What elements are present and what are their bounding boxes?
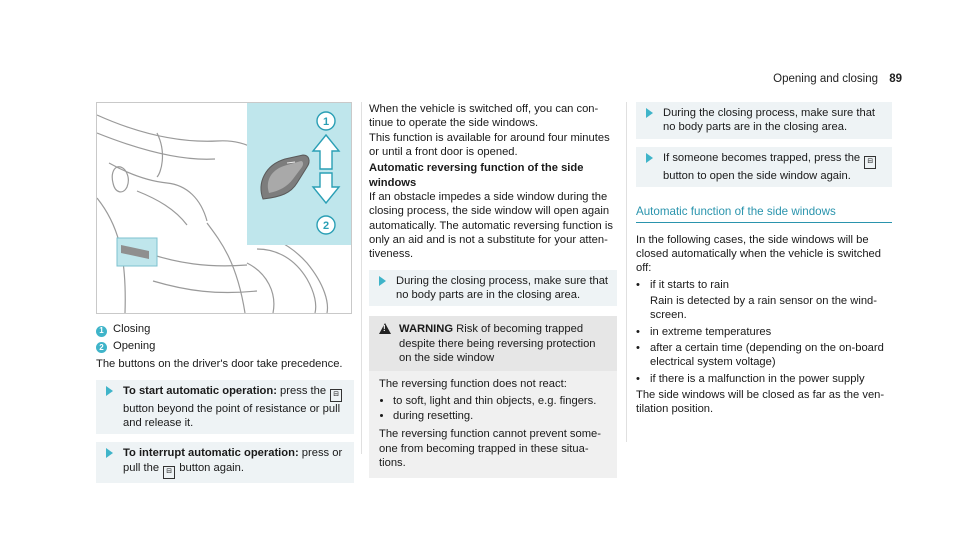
intro-text: When the vehicle is switched off, you can continue to operate the side windows. bbox=[369, 103, 599, 130]
step-trapped bbox=[636, 147, 892, 187]
window-switch-icon: ⊟ bbox=[330, 389, 342, 402]
closing-text: The side windows will be closed as far as the ventilation position. bbox=[636, 389, 885, 416]
reversing-title: Automatic reversing function of the side windows bbox=[369, 162, 584, 189]
legend-item-opening bbox=[96, 339, 354, 354]
column-2 bbox=[369, 102, 617, 478]
warning-line: The reversing function does not react: bbox=[379, 378, 567, 391]
list-item: • if there is a malfunction in the power supply bbox=[636, 372, 865, 385]
legend-number: 2 bbox=[96, 342, 107, 353]
precedence-note: The buttons on the driver's door take precedence. bbox=[96, 358, 343, 371]
list-item: • if it starts to rain bbox=[636, 278, 729, 291]
step-interrupt-automatic bbox=[96, 442, 354, 482]
legend-number: 1 bbox=[96, 326, 107, 337]
step-text: To start automatic operation: press the ⊟ button beyond the point of resistance or pull and release it. bbox=[123, 384, 348, 431]
legend-label: Opening bbox=[113, 339, 156, 352]
legend-item-closing bbox=[96, 322, 354, 337]
callout-1: 1 bbox=[322, 116, 330, 128]
list-item: • to soft, light and thin objects, e.g. fingers. bbox=[393, 394, 607, 408]
warning-body bbox=[369, 371, 617, 478]
auto-intro: In the following cases, the side windows will be closed automatically when the vehicle is switched off: bbox=[636, 233, 882, 275]
step-text: During the closing process, make sure that no body parts are in the closing area. bbox=[663, 107, 876, 134]
step-arrow-icon bbox=[379, 276, 386, 286]
step-arrow-icon bbox=[646, 108, 653, 118]
column-1 bbox=[96, 322, 354, 483]
page-number: 89 bbox=[889, 73, 902, 85]
column-divider bbox=[626, 102, 627, 442]
step-arrow-icon bbox=[646, 153, 653, 163]
column-divider bbox=[361, 102, 362, 454]
step-text: During the closing process, make sure that no body parts are in the closing area. bbox=[396, 274, 609, 301]
step-closing-area bbox=[636, 102, 892, 139]
auto-function-title: Automatic function of the side windows bbox=[636, 205, 892, 223]
step-text: To interrupt automatic operation: press or pull the ⊟ button again. bbox=[123, 446, 348, 478]
warning-line: The reversing function cannot prevent someone from becoming trapped in these situations. bbox=[379, 428, 602, 469]
door-panel-illustration bbox=[96, 102, 352, 314]
availability-text: This function is available for around four minutes or until a front door is opened. bbox=[369, 131, 610, 158]
window-switch-icon: ⊟ bbox=[864, 156, 876, 169]
reversing-text: If an obstacle impedes a side window during the closing process, the side window will open again automatically. The automatic reversing function is only an aid and is not a substitute for your attentiveness. bbox=[369, 190, 613, 261]
step-closing-caution bbox=[369, 270, 617, 307]
window-switch-icon: ⊟ bbox=[163, 466, 175, 479]
door-panel-drawing bbox=[97, 103, 351, 313]
step-text: If someone becomes trapped, press the ⊟ button to open the side window again. bbox=[663, 151, 886, 183]
warning-list bbox=[379, 394, 607, 424]
legend-label: Closing bbox=[113, 323, 151, 335]
list-item: • during resetting. bbox=[393, 409, 607, 423]
step-arrow-icon bbox=[106, 448, 113, 458]
warning-icon bbox=[379, 323, 391, 334]
list-item: • after a certain time (depending on the on-board electrical system voltage) bbox=[636, 342, 884, 369]
callout-2: 2 bbox=[322, 220, 330, 232]
warning-header bbox=[369, 316, 617, 371]
page-header bbox=[773, 72, 902, 87]
section-title: Opening and closing bbox=[773, 73, 878, 85]
step-arrow-icon bbox=[106, 386, 113, 396]
step-start-automatic bbox=[96, 380, 354, 435]
column-3 bbox=[636, 102, 892, 417]
warning-title: WARNING Risk of becoming trapped despite there being reversing protection on the side window bbox=[399, 323, 596, 364]
list-item: • in extreme temperatures bbox=[636, 325, 772, 338]
list-item-detail: Rain is detected by a rain sensor on the windscreen. bbox=[650, 295, 877, 322]
